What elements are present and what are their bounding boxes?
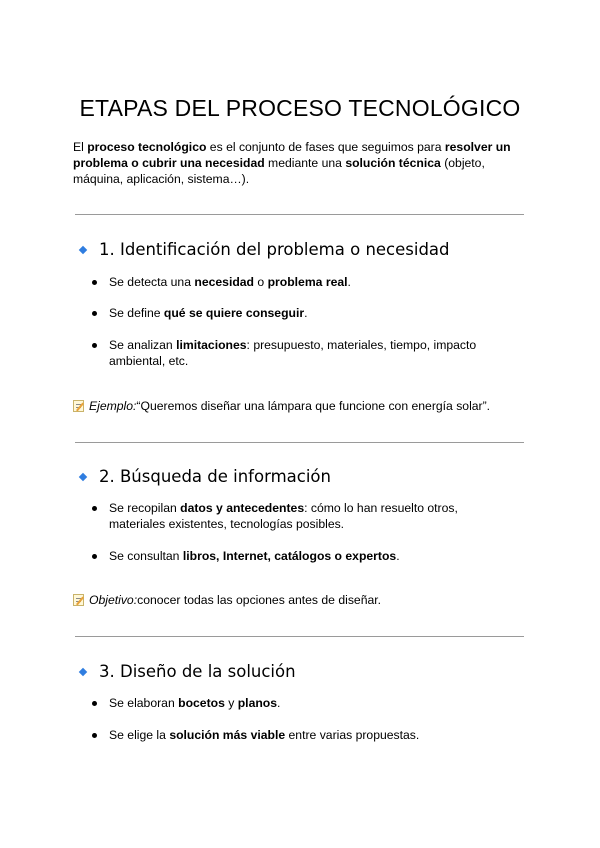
- bold-run: libros, Internet, catálogos o expertos: [182, 549, 397, 563]
- list-item-text: [109, 548, 512, 564]
- memo-icon: [73, 400, 84, 412]
- list-item-text: [109, 337, 512, 369]
- list-item: [92, 727, 512, 743]
- intro-text: mediante una: [264, 156, 346, 170]
- bullet-icon: [92, 701, 97, 706]
- page-title: ETAPAS DEL PROCESO TECNOLÓGICO: [79, 95, 521, 121]
- list-item: [92, 695, 512, 711]
- note-label: Ejemplo:: [89, 399, 137, 413]
- list-item-text: [109, 500, 512, 532]
- list-item-text: [109, 727, 512, 743]
- list-item-text: [109, 274, 512, 290]
- small-blue-diamond-icon: [79, 245, 87, 253]
- section-heading-text: 2. Búsqueda de información: [99, 467, 331, 486]
- section-heading-1: [78, 240, 450, 259]
- text-run: entre varias propuestas.: [285, 728, 420, 742]
- divider: [75, 442, 524, 443]
- text-run: .: [304, 306, 308, 320]
- text-run: .: [347, 275, 351, 289]
- bullet-icon: [92, 311, 97, 316]
- intro-text: es el conjunto de fases que seguimos para: [206, 140, 445, 154]
- text-run: Se define: [109, 306, 164, 320]
- bold-run: bocetos: [178, 696, 225, 710]
- small-blue-diamond-icon: [79, 667, 87, 675]
- list-item-text: [109, 695, 512, 711]
- intro-paragraph: [73, 139, 533, 187]
- section-heading-text: 1. Identificación del problema o necesidad: [99, 240, 450, 259]
- bullet-icon: [92, 554, 97, 559]
- list-item: [92, 337, 512, 369]
- list-item: [92, 500, 512, 532]
- memo-icon: [73, 594, 84, 606]
- note-text: conocer todas las opciones antes de diseñar.: [137, 593, 382, 607]
- bold-run: limitaciones: [176, 338, 247, 352]
- text-run: Se detecta una: [109, 275, 195, 289]
- example-note: [73, 398, 490, 414]
- bullet-icon: [92, 733, 97, 738]
- bullet-icon: [92, 343, 97, 348]
- bullet-icon: [92, 506, 97, 511]
- text-run: Se elaboran: [109, 696, 179, 710]
- objective-note: [73, 592, 381, 608]
- bold-run: datos y antecedentes: [180, 501, 305, 515]
- text-run: Se recopilan: [109, 501, 181, 515]
- list-item: [92, 274, 512, 290]
- intro-text: (objeto, máquina, aplicación, sistema…).: [73, 156, 485, 186]
- text-run: : presupuesto, materiales, tiempo, impacto ambiental, etc.: [109, 338, 477, 368]
- intro-bold: proceso tecnológico: [87, 140, 207, 154]
- note-text: “Queremos diseñar una lámpara que funcione con energía solar”.: [136, 399, 491, 413]
- divider: [75, 214, 524, 215]
- list-item-text: [109, 305, 512, 321]
- bold-run: necesidad: [194, 275, 255, 289]
- text-run: .: [277, 696, 281, 710]
- bold-run: solución más viable: [169, 728, 286, 742]
- intro-bold: resolver un problema o cubrir una necesidad: [73, 140, 511, 170]
- bold-run: qué se quiere conseguir: [163, 306, 305, 320]
- text-run: Se elige la: [109, 728, 170, 742]
- bold-run: problema real: [267, 275, 348, 289]
- section-heading-text: 3. Diseño de la solución: [99, 662, 296, 681]
- bullet-icon: [92, 280, 97, 285]
- text-run: Se analizan: [109, 338, 177, 352]
- text-run: : cómo lo han resuelto otros, materiales existentes, tecnologías posibles.: [109, 501, 458, 531]
- intro-text: El: [73, 140, 88, 154]
- divider: [75, 636, 524, 637]
- bold-run: planos: [237, 696, 278, 710]
- intro-bold: solución técnica: [345, 156, 441, 170]
- list-item: [92, 548, 512, 564]
- text-run: o: [254, 275, 268, 289]
- text-run: y: [224, 696, 238, 710]
- text-run: .: [396, 549, 400, 563]
- small-blue-diamond-icon: [79, 472, 87, 480]
- section-heading-2: [78, 467, 331, 486]
- text-run: Se consultan: [109, 549, 183, 563]
- section-heading-3: [78, 662, 296, 681]
- note-label: Objetivo:: [89, 593, 138, 607]
- list-item: [92, 305, 512, 321]
